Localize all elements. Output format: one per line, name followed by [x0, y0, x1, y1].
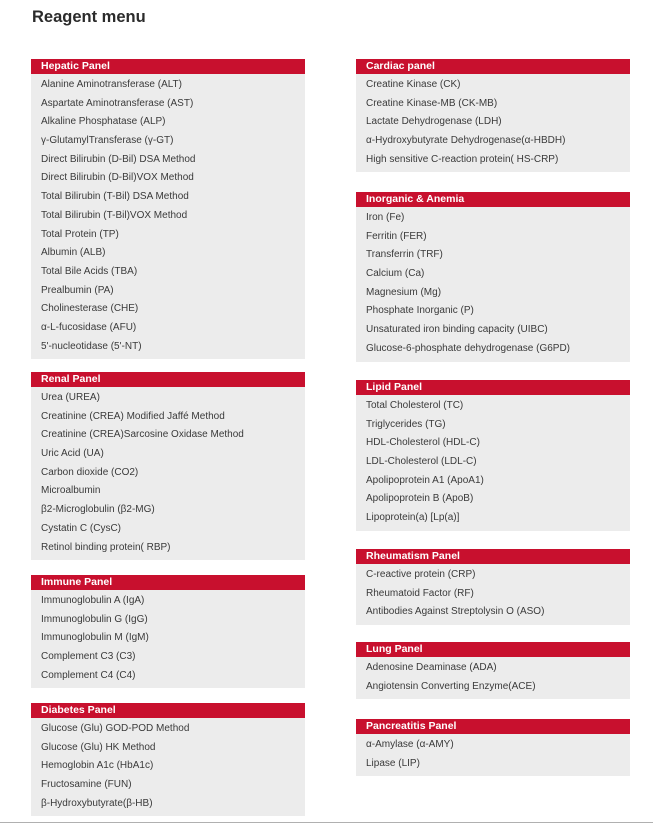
list-item: Creatinine (CREA)Sarcosine Oxidase Method [41, 429, 244, 441]
list-item: Triglycerides (TG) [366, 418, 446, 430]
list-item: LDL-Cholesterol (LDL-C) [366, 456, 477, 468]
list-item: Glucose (Glu) HK Method [41, 741, 156, 753]
list-item: Apolipoprotein A1 (ApoA1) [366, 474, 484, 486]
list-item: Total Bilirubin (T-Bil)VOX Method [41, 209, 188, 221]
panel-lung [356, 642, 630, 699]
list-item: Complement C4 (C4) [41, 669, 136, 681]
panel-header: Hepatic Panel [31, 59, 305, 74]
panel-rheumatism [356, 549, 630, 625]
list-item: Total Protein (TP) [41, 228, 119, 240]
list-item: Cystatin C (CysC) [41, 522, 122, 534]
list-item: Unsaturated iron binding capacity (UIBC) [366, 324, 548, 336]
list-item: Direct Bilirubin (D-Bil) DSA Method [41, 153, 196, 165]
list-item: Immunoglobulin G (IgG) [41, 613, 148, 625]
panel-diabetes [31, 703, 305, 816]
panel-body [356, 207, 630, 362]
panel-cardiac [356, 59, 630, 172]
panel-header: Inorganic & Anemia [356, 192, 630, 207]
list-item: 5'-nucleotidase (5'-NT) [41, 340, 142, 352]
panel-body [31, 718, 305, 816]
panel-header: Pancreatitis Panel [356, 719, 630, 734]
list-item: Carbon dioxide (CO2) [41, 466, 139, 478]
list-item: Prealbumin (PA) [41, 284, 114, 296]
page-title: Reagent menu [32, 8, 146, 26]
panel-body [356, 657, 630, 699]
list-item: Phosphate Inorganic (P) [366, 305, 474, 317]
list-item: Magnesium (Mg) [366, 286, 442, 298]
list-item: Rheumatoid Factor (RF) [366, 587, 474, 599]
list-item: Creatine Kinase (CK) [366, 79, 461, 90]
panel-header: Diabetes Panel [31, 703, 305, 718]
panel-renal [31, 372, 305, 560]
list-item: Glucose (Glu) GOD-POD Method [41, 723, 190, 734]
panel-header: Renal Panel [31, 372, 305, 387]
list-item: Calcium (Ca) [366, 268, 425, 280]
list-item: Antibodies Against Streptolysin O (ASO) [366, 606, 545, 618]
list-item: Aspartate Aminotransferase (AST) [41, 97, 194, 109]
list-item: Uric Acid (UA) [41, 448, 104, 460]
list-item: Microalbumin [41, 485, 101, 497]
list-item: Total Bile Acids (TBA) [41, 265, 138, 277]
panel-body [356, 564, 630, 625]
list-item: γ-GlutamylTransferase (γ-GT) [41, 135, 174, 147]
list-item: α-Amylase (α-AMY) [366, 739, 454, 750]
list-item: Apolipoprotein B (ApoB) [366, 493, 474, 505]
list-item: Angiotensin Converting Enzyme(ACE) [366, 680, 536, 692]
panel-header: Lung Panel [356, 642, 630, 657]
panel-immune [31, 575, 305, 688]
list-item: High sensitive C-reaction protein( HS-CRP) [366, 153, 559, 165]
list-item: Cholinesterase (CHE) [41, 303, 139, 315]
list-item: Lipoprotein(a) [Lp(a)] [366, 512, 460, 524]
list-item: Albumin (ALB) [41, 247, 106, 259]
panel-lipid [356, 380, 630, 531]
list-item: Transferrin (TRF) [366, 249, 443, 261]
panel-header: Cardiac panel [356, 59, 630, 74]
list-item: Lipase (LIP) [366, 757, 420, 769]
list-item: Urea (UREA) [41, 392, 100, 403]
list-item: Retinol binding protein( RBP) [41, 541, 171, 553]
panel-body [31, 590, 305, 688]
list-item: Immunoglobulin A (IgA) [41, 595, 145, 606]
bottom-divider [0, 822, 653, 823]
list-item: Creatine Kinase-MB (CK-MB) [366, 97, 498, 109]
panel-header: Rheumatism Panel [356, 549, 630, 564]
list-item: Fructosamine (FUN) [41, 779, 132, 791]
list-item: Direct Bilirubin (D-Bil)VOX Method [41, 172, 194, 184]
panel-body [356, 74, 630, 172]
list-item: Immunoglobulin M (IgM) [41, 632, 149, 644]
list-item: Lactate Dehydrogenase (LDH) [366, 116, 502, 128]
panel-inorganic-anemia [356, 192, 630, 362]
list-item: Alkaline Phosphatase (ALP) [41, 116, 166, 128]
panel-header: Lipid Panel [356, 380, 630, 395]
list-item: α-Hydroxybutyrate Dehydrogenase(α-HBDH) [366, 135, 566, 147]
panel-body [356, 395, 630, 531]
list-item: Adenosine Deaminase (ADA) [366, 662, 497, 673]
list-item: Complement C3 (C3) [41, 651, 136, 663]
panel-body [31, 74, 305, 359]
list-item: Glucose-6-phosphate dehydrogenase (G6PD) [366, 342, 571, 354]
panel-hepatic [31, 59, 305, 359]
list-item: Creatinine (CREA) Modified Jaffé Method [41, 410, 225, 422]
panel-body [31, 387, 305, 560]
list-item: Hemoglobin A1c (HbA1c) [41, 760, 154, 772]
panel-pancreatitis [356, 719, 630, 776]
list-item: Total Cholesterol (TC) [366, 400, 464, 411]
list-item: C-reactive protein (CRP) [366, 569, 476, 580]
list-item: β2-Microglobulin (β2-MG) [41, 504, 155, 516]
list-item: Ferritin (FER) [366, 230, 427, 242]
list-item: Total Bilirubin (T-Bil) DSA Method [41, 191, 189, 203]
panel-header: Immune Panel [31, 575, 305, 590]
list-item: Alanine Aminotransferase (ALT) [41, 79, 182, 90]
list-item: β-Hydroxybutyrate(β-HB) [41, 797, 153, 809]
list-item: α-L-fucosidase (AFU) [41, 321, 137, 333]
list-item: HDL-Cholesterol (HDL-C) [366, 437, 480, 449]
panel-body [356, 734, 630, 776]
list-item: Iron (Fe) [366, 212, 405, 223]
